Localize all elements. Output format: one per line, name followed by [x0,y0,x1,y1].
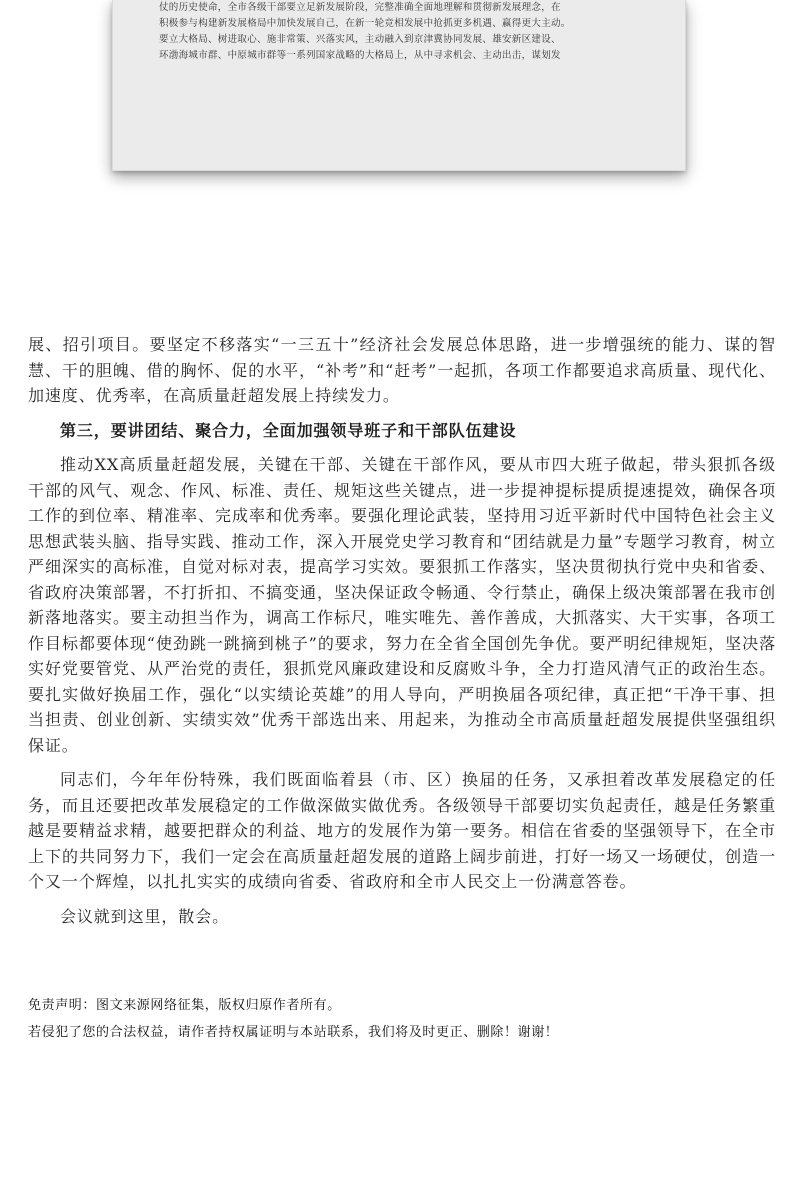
preview-line: 积极参与构建新发展格局中加快发展自己，在新一轮竞相发展中抢抓更多机遇、赢得更大主动。 [159,18,571,29]
section-heading: 第三，要讲团结、聚合力，全面加强领导班子和干部队伍建设 [60,420,517,440]
document-preview-card [112,0,686,171]
disclaimer-line: 若侵犯了您的合法权益，请作者持权属证明与本站联系，我们将及时更正、删除！谢谢！ [28,1025,559,1040]
body-paragraph: 同志们，今年年份特殊，我们既面临着县（市、区）换届的任务，又承担着改革发展稳定的任务，而且还要把改革发展稳定的工作做深做实做优秀。各级领导干部要切实负起责任，越是任务繁重越是要精益求精，越要把群众的利益、地方的发展作为第一要务。相信在省委的坚强领导下，在全市上下的共同努力下，我们一定会在高质量赶超发展的道路上阔步前进，打好一场又一场硬仗，创造一个又一个辉煌，以扎扎实实的成绩向省委、省政府和全市人民交上一份满意答卷。 [28,770,776,891]
continuation-paragraph: 展、招引项目。要坚定不移落实“一三五十”经济社会发展总体思路，进一步增强统的能力、谋的智慧、干的胆魄、借的胸怀、促的水平，“补考”和“赶考”一起抓，各项工作都要追求高质量、现代化、加速度、优秀率，在高质量赶超发展上持续发力。 [28,335,776,405]
article-body [28,332,776,938]
body-paragraph: 推动XX高质量赶超发展，关键在干部、关键在干部作风，要从市四大班子做起，带头狠抓各级干部的风气、观念、作风、标准、责任、规矩这些关键点，进一步提神提标提质提速提效，确保各项工作的到位率、精准率、完成率和优秀率。要强化理论武装，坚持用习近平新时代中国特色社会主义思想武装头脑、指导实践、推动工作，深入开展党史学习教育和“团结就是力量”专题学习教育，树立严细深实的高标准，自觉对标对表，提高学习实效。要狠抓工作落实，坚决贯彻执行党中央和省委、省政府决策部署，不打折扣、不搞变通，坚决保证政令畅通、令行禁止，确保上级决策部署在我市创新落地落实。要主动担当作为，调高工作标尺，唯实唯先、善作善成，大抓落实、大干实事，各项工作目标都要体现“使劲跳一跳摘到桃子”的要求，努力在全省全国创先争优。要严明纪律规矩，坚决落实好党要管党、从严治党的责任，狠抓党风廉政建设和反腐败斗争，全力打造风清气正的政治生态。要扎实做好换届工作，强化“以实绩论英雄”的用人导向，严明换届各项纪律，真正把“干净干事、担当担责、创业创新、实绩实效”优秀干部选出来、用起来，为推动全市高质量赶超发展提供坚强组织保证。 [28,455,776,755]
disclaimer-line: 免责声明：图文来源网络征集，版权归原作者所有。 [28,998,341,1013]
preview-line: 仗的历史使命，全市各级干部要立足新发展阶段，完整准确全面地理解和贯彻新发展理念，在 [159,2,561,13]
document-preview-text [159,0,645,64]
preview-line: 环渤海城市群、中原城市群等一系列国家战略的大格局上，从中寻求机会、主动出击，谋划发 [159,50,561,61]
preview-line: 要立大格局、树进取心、施非常策、兴落实风，主动融入到京津冀协同发展、雄安新区建设、 [159,34,561,45]
disclaimer [28,992,776,1046]
closing-line: 会议就到这里，散会。 [60,906,230,926]
